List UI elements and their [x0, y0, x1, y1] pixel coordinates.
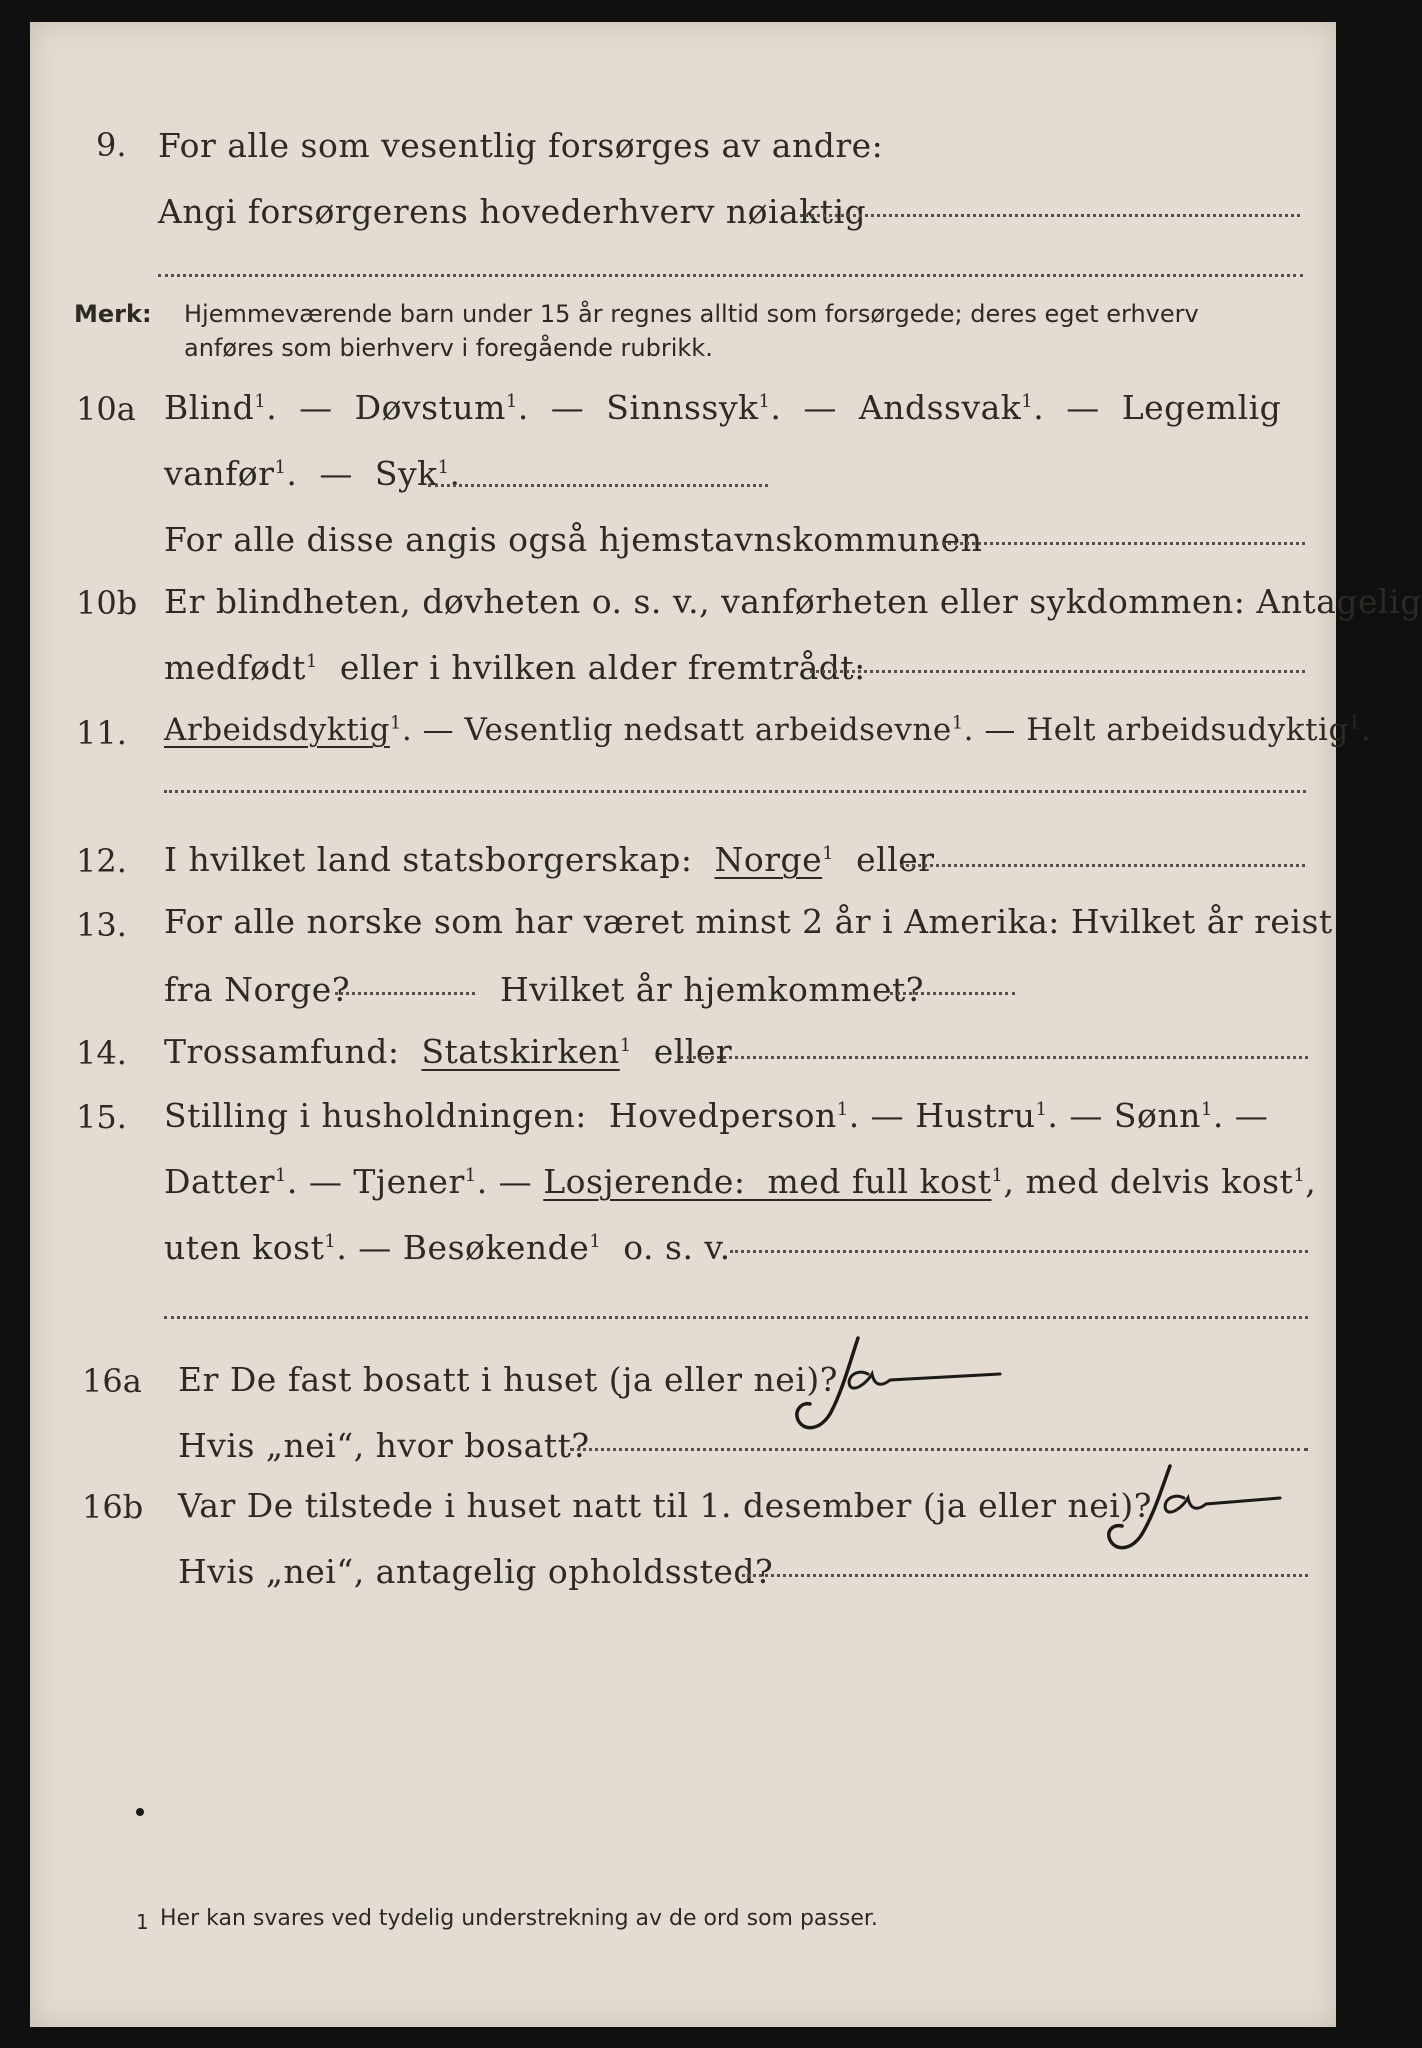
q9-number: 9. — [96, 126, 127, 164]
option-datter[interactable]: Datter — [164, 1162, 275, 1201]
q15-line3: uten kost$^1$. — Besøkende$^1$ o. s. v. — [164, 1228, 731, 1267]
option-arbeidsdyktig[interactable]: Arbeidsdyktig — [164, 712, 390, 748]
q14-number: 14. — [76, 1034, 127, 1072]
q9-answer-line-2 — [158, 274, 1303, 277]
option-besokende[interactable]: Besøkende — [402, 1228, 590, 1267]
merk-line1: Hjemmeværende barn under 15 år regnes alltid som forsørgede; deres eget erhverv — [184, 300, 1199, 328]
q10a-number: 10a — [76, 390, 136, 428]
q15-line1: Stilling i husholdningen: Hovedperson$^1$. — Hustru$^1$. — Sønn$^1$. — — [164, 1096, 1269, 1135]
q16a-line1: Er De fast bosatt i huset (ja eller nei)? — [178, 1360, 838, 1399]
census-form-page — [30, 22, 1422, 2027]
q16b-number: 16b — [82, 1488, 144, 1526]
q16a-line2: Hvis „nei“, hvor bosatt? — [178, 1426, 590, 1465]
q16a-number: 16a — [82, 1362, 142, 1400]
option-udyktig[interactable]: Helt arbeidsudyktig — [1026, 712, 1349, 748]
q12-line: I hvilket land statsborgerskap: Norge$^1$ eller — [164, 840, 935, 879]
q10a-line2: vanfør$^1$. — Syk$^1$. — [164, 454, 461, 493]
q15-answer-line-2 — [164, 1316, 1308, 1319]
option-utenkost[interactable]: uten kost — [164, 1228, 325, 1267]
q16b-handwritten-answer — [1100, 1462, 1300, 1562]
q15-number: 15. — [76, 1098, 127, 1136]
q13-line1: For alle norske som har været minst 2 år i Amerika: Hvilket år reist — [164, 902, 1333, 941]
q10a-line1: Blind$^1$. — Døvstum$^1$. — Sinnssyk$^1$. — Andssvak$^1$. — Legemlig — [164, 388, 1282, 427]
option-vanfor[interactable]: vanfør — [164, 454, 275, 493]
q13-line2b: Hvilket år hjemkommet? — [500, 970, 924, 1009]
q10a-kommune-line — [935, 542, 1305, 545]
q13-number: 13. — [76, 906, 127, 944]
q9-line2: Angi forsørgerens hovederhverv nøiaktig — [158, 192, 867, 231]
q10b-number: 10b — [76, 584, 138, 622]
option-dovstum[interactable]: Døvstum — [354, 388, 506, 427]
option-legemlig[interactable]: Legemlig — [1121, 388, 1282, 427]
q10b-line1: Er blindheten, døvheten o. s. v., vanførheten eller sykdommen: Antagelig — [164, 582, 1422, 621]
option-tjener[interactable]: Tjener — [353, 1162, 465, 1201]
q16b-line2: Hvis „nei“, antagelig opholdssted? — [178, 1552, 774, 1591]
option-sinnssyk[interactable]: Sinnssyk — [606, 388, 759, 427]
q11-answer-line — [164, 790, 1306, 793]
q10a-answer-line — [428, 484, 768, 487]
q13-line2a: fra Norge? — [164, 970, 351, 1009]
q11-number: 11. — [76, 714, 127, 752]
option-hustru[interactable]: Hustru — [915, 1096, 1036, 1135]
q10b-line2: medfødt$^1$ eller i hvilken alder fremtrådt: — [164, 648, 866, 687]
q12-number: 12. — [76, 842, 127, 880]
q10b-answer-line — [810, 670, 1305, 673]
option-medfodt[interactable]: medfødt — [164, 648, 306, 687]
option-norge[interactable]: Norge — [714, 840, 823, 879]
option-hovedperson[interactable]: Hovedperson — [608, 1096, 837, 1135]
option-nedsatt[interactable]: Vesentlig nedsatt arbeidsevne — [464, 712, 952, 748]
q16b-answer-line — [742, 1574, 1308, 1577]
q16b-line1: Var De tilstede i huset natt til 1. desember (ja eller nei)? — [178, 1486, 1152, 1525]
merk-line2: anføres som bierhverv i foregående rubrikk. — [184, 334, 713, 362]
footnote-mark: 1 — [136, 1910, 149, 1934]
option-syk[interactable]: Syk — [374, 454, 438, 493]
q9-line1: For alle som vesentlig forsørges av andre: — [158, 126, 884, 165]
q13-reist-line — [335, 992, 475, 995]
q11-line1: Arbeidsdyktig$^1$. — Vesentlig nedsatt arbeidsevne$^1$. — Helt arbeidsudyktig$^1$. — [164, 712, 1372, 748]
q9-answer-line — [800, 214, 1300, 217]
q12-answer-line — [900, 864, 1305, 867]
option-statskirken[interactable]: Statskirken — [421, 1032, 620, 1071]
option-andssvak[interactable]: Andssvak — [858, 388, 1022, 427]
q10a-line3: For alle disse angis også hjemstavnskommunen — [164, 520, 983, 559]
option-blind[interactable]: Blind — [164, 388, 255, 427]
q16a-answer-line — [570, 1448, 1308, 1451]
q14-answer-line — [680, 1056, 1308, 1059]
q14-line: Trossamfund: Statskirken$^1$ eller — [164, 1032, 733, 1071]
merk-label: Merk: — [74, 300, 152, 328]
option-losjerende[interactable]: Losjerende: med full kost — [543, 1162, 992, 1201]
footnote-text: Her kan svares ved tydelig understrekning av de ord som passer. — [160, 1906, 878, 1931]
q13-hjemkommet-line — [890, 992, 1015, 995]
ink-dot — [136, 1808, 144, 1816]
option-delviskost[interactable]: med delvis kost — [1025, 1162, 1294, 1201]
q15-line2: Datter$^1$. — Tjener$^1$. — Losjerende: med full kost$^1$, med delvis kost$^1$, — [164, 1162, 1317, 1201]
q16a-handwritten-answer — [790, 1332, 1030, 1442]
option-sonn[interactable]: Sønn — [1113, 1096, 1201, 1135]
q15-answer-line — [730, 1250, 1308, 1253]
